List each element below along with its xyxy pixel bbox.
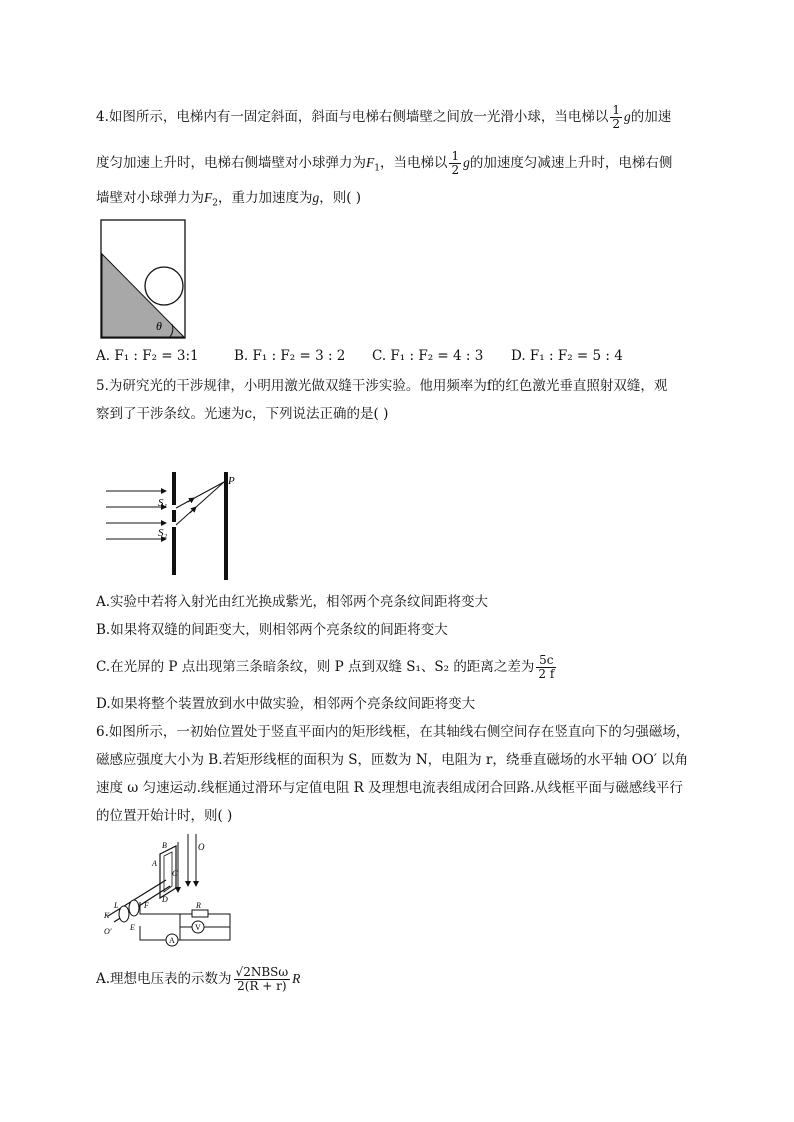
svg-text:L: L [114,901,119,910]
svg-text:O: O [198,842,205,852]
fraction-5c-2f: $\frac{5c}{2 f}$ [538,653,555,681]
svg-text:B: B [162,841,167,850]
q5-line-1: 5.为研究光的干涉规律，小明用激光做双缝干涉实验。他用频率为f的红色激光垂直照射双缝，观 [96,378,668,394]
q4-option-b[interactable]: B. F₁ : F₂ = 3 : 2 [234,348,346,364]
q5-double-slit-figure [104,470,254,582]
q6-line-3: 速度 ω 匀速运动.线框通过滑环与定值电阻 R 及理想电流表组成闭合回路.从线框平面与磁感线平行 [96,780,683,796]
q4-text-1b: 的加速 [630,109,672,125]
q4-line-2: 度匀加速上升时，电梯右侧墙壁对小球弹力为$F_1$，当电梯以 $\frac{1}{2}$ g的加速度匀减速上升时，电梯右侧 [96,149,673,177]
q4-option-d[interactable]: D. F₁ : F₂ = 5 : 4 [511,348,623,364]
q5-option-d[interactable]: D.如果将整个装置放到水中做实验，相邻两个亮条纹间距将变大 [96,696,476,712]
q6-line-2: 磁感应强度大小为 B.若矩形线框的面积为 S，匝数为 N，电阻为 r，绕垂直磁场的水平轴 OO′ 以角 [96,752,689,768]
fraction-voltage: $\frac{\text{√2NBSω}}{2(R + r)}$ [235,965,289,993]
q6-option-a[interactable]: A.理想电压表的示数为 $\frac{\text{√2NBSω}}{2(R + r)}$ R [96,965,301,993]
label-s2: S₂ [158,527,168,539]
q5-option-b[interactable]: B.如果将双缝的间距变大，则相邻两个亮条纹的间距将变大 [96,622,448,638]
q4-line-1: 4.如图所示，电梯内有一固定斜面，斜面与电梯右侧墙壁之间放一光滑小球，当电梯以 $\frac{1}{2}$ g的加速 [96,103,672,131]
q5-option-a[interactable]: A.实验中若将入射光由红光换成紫光，相邻两个亮条纹间距将变大 [96,594,489,610]
svg-text:D: D [162,895,168,904]
q4-option-c[interactable]: C. F₁ : F₂ = 4 : 3 [372,348,484,364]
q6-line-1: 6.如图所示，一初始位置处于竖直平面内的矩形线框，在其轴线右侧空间存在竖直向下的匀强磁场， [96,724,690,740]
svg-text:V: V [195,923,201,932]
label-s1: S₁ [158,497,168,509]
q4-option-a[interactable]: A. F₁ : F₂ = 3:1 [96,348,199,364]
q4-text-1a: 4.如图所示，电梯内有一固定斜面，斜面与电梯右侧墙壁之间放一光滑小球，当电梯以 [96,109,609,125]
svg-text:O′: O′ [104,927,112,936]
q5-line-2: 察到了干涉条纹。光速为c，下列说法正确的是( ) [96,406,389,422]
q4-elevator-figure [96,218,196,342]
svg-text:A: A [152,859,157,868]
svg-text:A: A [169,936,175,945]
q5-option-c[interactable]: C.在光屏的 P 点出现第三条暗条纹，则 P 点到双缝 S₁、S₂ 的距离之差为 $\frac{5c}{2 f}$ [96,653,555,681]
q6-line-4: 的位置开始计时，则( ) [96,808,233,824]
svg-text:F: F [144,901,149,910]
fraction-half: $\frac{1}{2}$ [612,103,621,131]
svg-text:K: K [104,911,110,920]
q6-generator-figure [100,832,240,950]
label-p: P [228,475,235,487]
theta-label: θ [156,319,162,333]
svg-text:C: C [172,869,178,878]
svg-text:E: E [130,923,135,932]
fraction-half-2: $\frac{1}{2}$ [451,149,460,177]
q4-line-3: 墙壁对小球弹力为$F_2$，重力加速度为g，则( ) [96,190,362,209]
svg-text:R: R [196,901,201,910]
